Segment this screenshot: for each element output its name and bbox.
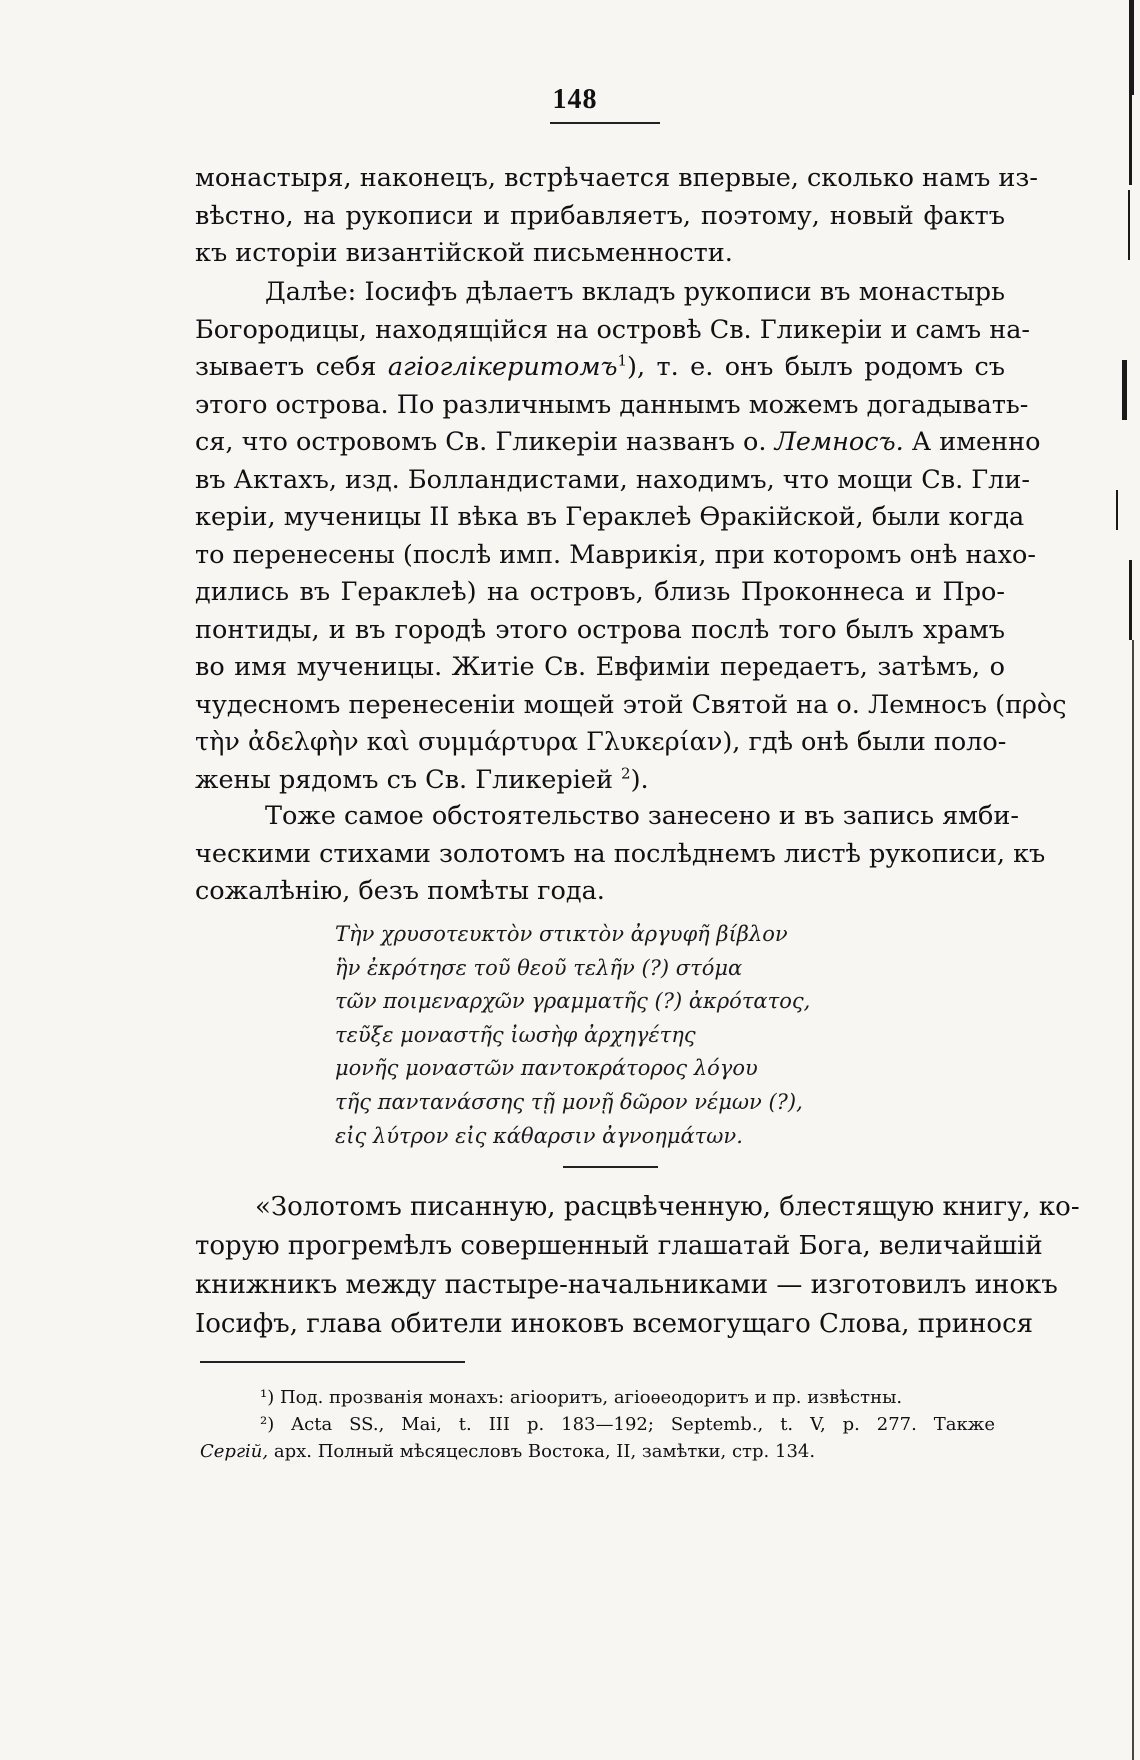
text-line: чудесномъ перенесеніи мощей этой Святой на о. Лемносъ (πρὸς (195, 689, 1067, 720)
text-line: τὴν ἀδελφὴν καὶ συμμάρτυρα Γλυκερίαν), гдѣ онѣ были поло- (195, 727, 1007, 757)
footnotes (200, 1384, 995, 1465)
text-line: керіи, мученицы II вѣка въ Гераклеѣ Ѳракійской, были когда (195, 502, 1025, 532)
paragraph-glykeria (195, 274, 1067, 799)
text-line: зываетъ себя агіоглікеритомъ$^1$), т. е. онъ былъ родомъ съ (195, 351, 1005, 382)
footnote-2-continuation: Сергій, арх. Полный мѣсяцесловъ Востока, II, замѣтки, стр. 134. (200, 1441, 816, 1462)
footnote-2: ²) Acta SS., Mai, t. III p. 183—192; Septemb., t. V, p. 277. Также (260, 1414, 995, 1435)
verse-line: Τὴν χρυσοτευκτὸν στικτὸν ἀργυφῆ βίβλον (335, 922, 788, 946)
verse-line: εἰς λύτρον εἰς κάθαρσιν ἀγνοημάτων. (335, 1123, 743, 1148)
text-line: торую прогремѣлъ совершенный глашатай Бога, величайшій (195, 1231, 1043, 1261)
verse-line: τῆς παντανάσσης τῇ μονῇ δῶρον νέμων (?), (335, 1089, 803, 1114)
verse-divider (563, 1166, 658, 1168)
text-line: книжникъ между пастыре-начальниками — изготовилъ инокъ (195, 1270, 1058, 1300)
translation-paragraph (195, 1188, 1080, 1344)
text-line: къ исторіи византійской письменности. (195, 238, 733, 268)
footnote-1: ¹) Под. прозванія монахъ: агіооритъ, агіоѳеодоритъ и пр. извѣстны. (260, 1387, 903, 1408)
text-line: жены рядомъ съ Св. Гликеріей $^2$). (195, 764, 649, 795)
text-line: дились въ Гераклеѣ) на островъ, близь Проконнеса и Про- (195, 577, 1005, 607)
footnote-divider (200, 1361, 465, 1363)
verse-line: τῶν ποιμεναρχῶν γραμματῆς (?) ἀκρότατος, (335, 989, 811, 1014)
paragraph-continuation (195, 160, 1038, 273)
verse-line: μονῆς μοναστῶν παντοκράτορος λόγου (335, 1056, 758, 1081)
greek-verse (335, 918, 855, 1153)
italic-term: агіоглікеритомъ (387, 352, 618, 382)
footnote-ref: 2 (621, 764, 631, 782)
paragraph-inscription-intro (195, 798, 1046, 911)
italic-term: Лемносъ. (774, 427, 904, 457)
text-line: Тоже самое обстоятельство занесено и въ запись ямби- (265, 801, 1019, 831)
text-line: сожалѣнію, безъ помѣты года. (195, 876, 605, 906)
scan-edge (1110, 0, 1140, 1760)
text-line: «Золотомъ писанную, расцвѣченную, блестящую книгу, ко- (255, 1192, 1080, 1222)
text-line: во имя мученицы. Житіе Св. Евфиміи передаетъ, затѣмъ, о (195, 652, 1005, 682)
page-number-rule (550, 122, 660, 124)
verse-line: τεῦξε μοναστῆς ἰωσὴφ ἀρχηγέτης (335, 1022, 696, 1047)
text-line: то перенесены (послѣ имп. Маврикія, при которомъ онѣ нахо- (195, 539, 1036, 570)
text-line: Далѣе: Іосифъ дѣлаетъ вкладъ рукописи въ монастырь (265, 277, 1005, 307)
text-line: вѣстно, на рукописи и прибавляетъ, поэтому, новый фактъ (195, 200, 1005, 231)
text-line: въ Актахъ, изд. Болландистами, находимъ, что мощи Св. Гли- (195, 464, 1030, 495)
text-line: ся, что островомъ Св. Гликеріи названъ о. Лемносъ. А именно (195, 427, 1041, 457)
verse-line: ἣν ἐκρότησε τοῦ θεοῦ τελῆν (?) στόμα (335, 955, 743, 980)
text-line: Іосифъ, глава обители иноковъ всемогущаго Слова, принося (195, 1309, 1034, 1339)
footnote-ref: 1 (617, 351, 628, 370)
text-line: монастыря, наконецъ, встрѣчается впервые, сколько намъ из- (195, 163, 1038, 193)
page-number: 148 (552, 84, 598, 115)
text-line: ческими стихами золотомъ на послѣднемъ листѣ рукописи, къ (195, 838, 1046, 869)
text-line: понтиды, и въ городѣ этого острова послѣ того былъ храмъ (195, 614, 1005, 645)
text-line: Богородицы, находящійся на островѣ Св. Гликеріи и самъ на- (195, 314, 1031, 345)
text-line: этого острова. По различнымъ даннымъ можемъ догадывать- (195, 389, 1029, 420)
